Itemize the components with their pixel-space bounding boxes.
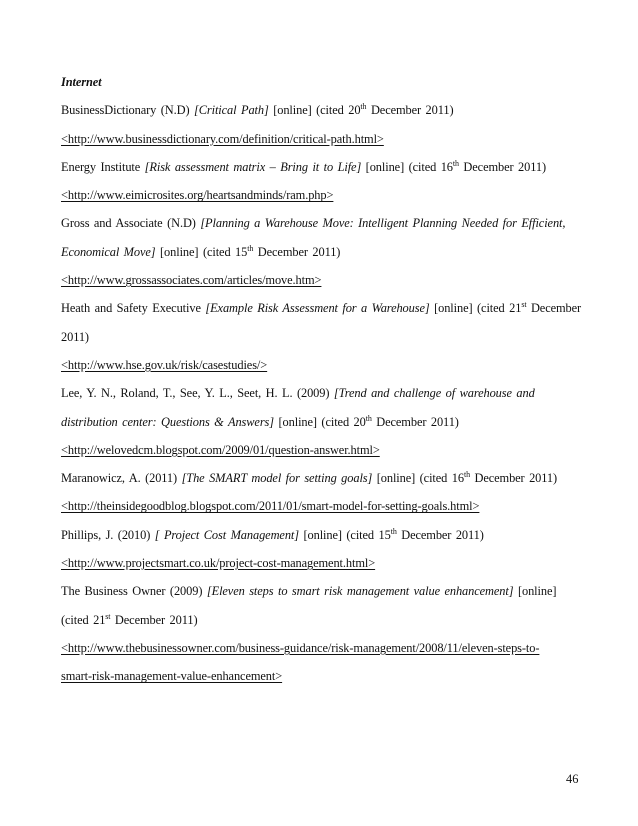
reference-title: [Critical Path] — [194, 103, 269, 118]
reference-title: Economical Move] — [61, 244, 156, 259]
reference-url[interactable]: <http://www.businessdictionary.com/definition/critical-path.html> — [61, 131, 384, 146]
reference-line: Gross and Associate (N.D) [Planning a Warehouse Move: Intelligent Planning Needed for Efficient, — [61, 216, 566, 231]
reference-line: The Business Owner (2009) [Eleven steps to smart risk management value enhancement] [online] — [61, 584, 557, 599]
reference-line: BusinessDictionary (N.D) [Critical Path] [online] (cited 20th December 2011) — [61, 102, 454, 118]
reference-line: distribution center: Questions & Answers] [online] (cited 20th December 2011) — [61, 413, 459, 429]
reference-line: Economical Move] [online] (cited 15th December 2011) — [61, 243, 341, 259]
reference-line: 2011) — [61, 329, 89, 344]
reference-line: (cited 21st December 2011) — [61, 611, 198, 627]
reference-title: [Eleven steps to smart risk management value enhancement] — [206, 584, 514, 599]
reference-title: [Example Risk Assessment for a Warehouse] — [205, 301, 430, 316]
reference-url-continued[interactable]: smart-risk-management-value-enhancement> — [61, 669, 283, 684]
reference-url[interactable]: <http://www.grossassociates.com/articles/move.htm> — [61, 273, 322, 288]
reference-title: [Trend and challenge of warehouse and — [333, 386, 535, 401]
reference-title: [ Project Cost Management] — [154, 527, 299, 542]
page-number: 46 — [566, 772, 579, 786]
reference-url[interactable]: <http://www.thebusinessowner.com/business-guidance/risk-management/2008/11/eleven-steps-to- — [61, 640, 540, 655]
reference-line: Lee, Y. N., Roland, T., See, Y. L., Seet, H. L. (2009) [Trend and challenge of warehouse and — [61, 386, 535, 401]
reference-line: Heath and Safety Executive [Example Risk Assessment for a Warehouse] [online] (cited 21st December — [61, 300, 582, 316]
reference-title: [Planning a Warehouse Move: Intelligent Planning Needed for Efficient, — [200, 216, 566, 231]
reference-url[interactable]: <http://www.hse.gov.uk/risk/casestudies/> — [61, 357, 268, 372]
reference-title: [The SMART model for setting goals] — [181, 471, 373, 486]
reference-line: Maranowicz, A. (2011) [The SMART model for setting goals] [online] (cited 16th December 2011) — [61, 470, 558, 486]
reference-line: Energy Institute [Risk assessment matrix – Bring it to Life] [online] (cited 16th December 2011) — [61, 158, 546, 174]
reference-line: Phillips, J. (2010) [ Project Cost Management] [online] (cited 15th December 2011) — [61, 526, 484, 542]
reference-title: distribution center: Questions & Answers] — [61, 414, 275, 429]
section-heading: Internet — [61, 75, 102, 89]
reference-url[interactable]: <http://www.projectsmart.co.uk/project-cost-management.html> — [61, 556, 376, 571]
reference-title: [Risk assessment matrix – Bring it to Life] — [144, 159, 362, 174]
reference-url[interactable]: <http://www.eimicrosites.org/heartsandminds/ram.php> — [61, 188, 334, 203]
reference-url[interactable]: <http://theinsidegoodblog.blogspot.com/2011/01/smart-model-for-setting-goals.html> — [61, 499, 480, 514]
references-section — [61, 68, 581, 691]
reference-url[interactable]: <http://welovedcm.blogspot.com/2009/01/question-answer.html> — [61, 442, 380, 457]
